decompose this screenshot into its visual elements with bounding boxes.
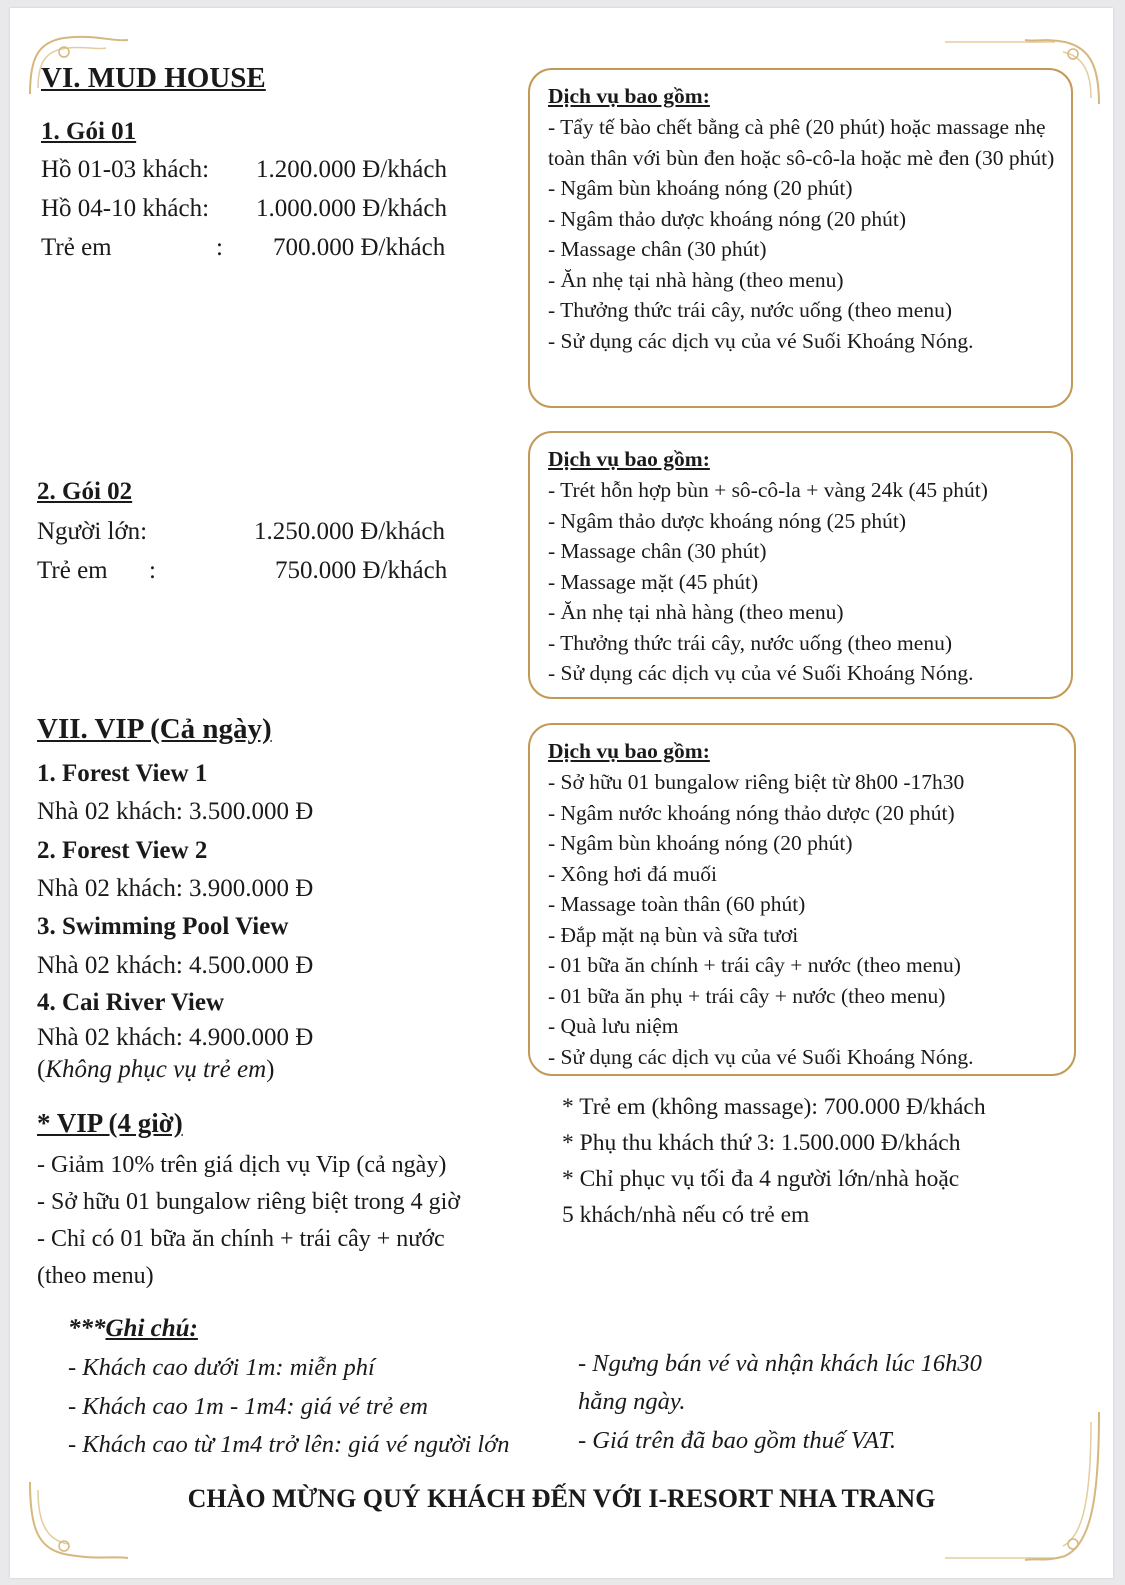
price-value: 700.000 Đ/khách xyxy=(273,234,446,261)
services-box-package-2 xyxy=(528,431,1073,699)
services-heading: Dịch vụ bao gồm: xyxy=(548,447,710,471)
price-label: Hồ 01-03 khách: xyxy=(41,156,210,183)
service-item: - Sở hữu 01 bungalow riêng biệt từ 8h00 -17h30 xyxy=(548,770,965,794)
service-item: - Quà lưu niệm xyxy=(548,1014,679,1038)
service-item: - Massage mặt (45 phút) xyxy=(548,569,759,594)
extra-note: * Chỉ phục vụ tối đa 4 người lớn/nhà hoặc xyxy=(562,1166,960,1192)
service-item: - Trét hỗn hợp bùn + sô-cô-la + vàng 24k (45 phút) xyxy=(548,478,988,502)
extra-note: 5 khách/nhà nếu có trẻ em xyxy=(562,1202,810,1228)
price-label: Người lớn: xyxy=(37,518,148,545)
extra-note: * Trẻ em (không massage): 700.000 Đ/khách xyxy=(562,1094,986,1120)
section-title-mud-house: VI. MUD HOUSE xyxy=(41,62,266,94)
view-title: 2. Forest View 2 xyxy=(37,837,208,864)
services-heading: Dịch vụ bao gồm: xyxy=(548,84,710,108)
service-item: - Thưởng thức trái cây, nước uống (theo menu) xyxy=(548,298,952,322)
menu-page xyxy=(10,8,1113,1578)
package-2-title: 2. Gói 02 xyxy=(37,478,133,505)
service-item: - Đắp mặt nạ bùn và sữa tươi xyxy=(548,922,799,947)
note-item: - Khách cao từ 1m4 trở lên: giá vé người lớn xyxy=(68,1431,510,1458)
view-title: 1. Forest View 1 xyxy=(37,760,208,787)
package-1-title: 1. Gói 01 xyxy=(41,118,137,145)
notes-title-text: Ghi chú: xyxy=(105,1315,198,1342)
price-separator: : xyxy=(216,234,223,261)
service-item: - Ngâm bùn khoáng nóng (20 phút) xyxy=(548,176,853,200)
service-item: - Massage chân (30 phút) xyxy=(548,539,767,563)
notes-title xyxy=(68,1315,198,1343)
view-title: 3. Swimming Pool View xyxy=(37,913,289,940)
no-children-note xyxy=(37,1056,274,1084)
vip-4h-item: - Sở hữu 01 bungalow riêng biệt trong 4 giờ xyxy=(37,1189,461,1215)
service-item: - Ngâm thảo dược khoáng nóng (25 phút) xyxy=(548,508,906,533)
price-value: 1.000.000 Đ/khách xyxy=(256,195,447,222)
service-item: - Massage toàn thân (60 phút) xyxy=(548,892,806,916)
view-price: Nhà 02 khách: 3.500.000 Đ xyxy=(37,798,314,825)
price-value: 750.000 Đ/khách xyxy=(275,557,448,584)
vip-4h-title: * VIP (4 giờ) xyxy=(37,1108,183,1138)
service-item: - Thưởng thức trái cây, nước uống (theo menu) xyxy=(548,630,952,655)
service-item: - Sử dụng các dịch vụ của vé Suối Khoáng Nóng. xyxy=(548,328,974,353)
price-separator: : xyxy=(149,557,156,584)
view-price: Nhà 02 khách: 4.500.000 Đ xyxy=(37,952,314,979)
service-item: - Massage chân (30 phút) xyxy=(548,237,767,261)
service-item: - Ngâm nước khoáng nóng thảo dược (20 phút) xyxy=(548,800,955,825)
vip-4h-item: - Giảm 10% trên giá dịch vụ Vip (cả ngày) xyxy=(37,1152,447,1178)
note-item: hằng ngày. xyxy=(578,1388,686,1415)
service-item: - Ngâm thảo dược khoáng nóng (20 phút) xyxy=(548,206,906,231)
view-title: 4. Cai River View xyxy=(37,989,225,1016)
price-label: Hồ 04-10 khách: xyxy=(41,195,210,222)
vip-4h-item: - Chỉ có 01 bữa ăn chính + trái cây + nước xyxy=(37,1226,445,1252)
services-box-package-1 xyxy=(528,68,1073,408)
service-item: - Sử dụng các dịch vụ của vé Suối Khoáng Nóng. xyxy=(548,661,974,685)
service-item: - Ngâm bùn khoáng nóng (20 phút) xyxy=(548,831,853,855)
price-label: Trẻ em xyxy=(37,557,108,584)
note-item: - Khách cao 1m - 1m4: giá vé trẻ em xyxy=(68,1393,428,1420)
paren-close: ) xyxy=(266,1056,275,1083)
paren-open: ( xyxy=(37,1056,46,1083)
price-value: 1.200.000 Đ/khách xyxy=(256,156,447,183)
extra-note: * Phụ thu khách thứ 3: 1.500.000 Đ/khách xyxy=(562,1130,961,1156)
view-price: Nhà 02 khách: 3.900.000 Đ xyxy=(37,875,314,902)
service-item: - Ăn nhẹ tại nhà hàng (theo menu) xyxy=(548,600,844,624)
service-item: - Tẩy tế bào chết bằng cà phê (20 phút) hoặc massage nhẹ toàn thân với bùn đen hoặc sô-cô-la hoặc mè đen (30 phút) xyxy=(548,115,1055,170)
note-item: - Khách cao dưới 1m: miễn phí xyxy=(68,1354,375,1381)
service-item: - Xông hơi đá muối xyxy=(548,861,718,886)
services-heading: Dịch vụ bao gồm: xyxy=(548,739,710,763)
vip-4h-item: (theo menu) xyxy=(37,1263,154,1289)
no-children-text: Không phục vụ trẻ em xyxy=(45,1056,267,1083)
note-item: - Giá trên đã bao gồm thuế VAT. xyxy=(578,1427,897,1454)
service-item: - Ăn nhẹ tại nhà hàng (theo menu) xyxy=(548,267,844,292)
welcome-footer: CHÀO MỪNG QUÝ KHÁCH ĐẾN VỚI I-RESORT NHA TRANG xyxy=(187,1484,936,1513)
notes-stars: *** xyxy=(68,1315,106,1342)
service-item: - 01 bữa ăn chính + trái cây + nước (theo menu) xyxy=(548,953,961,977)
service-item: - Sử dụng các dịch vụ của vé Suối Khoáng Nóng. xyxy=(548,1044,974,1069)
view-price: Nhà 02 khách: 4.900.000 Đ xyxy=(37,1024,314,1051)
section-title-vip: VII. VIP (Cả ngày) xyxy=(37,713,272,745)
price-label: Trẻ em xyxy=(41,234,112,261)
price-value: 1.250.000 Đ/khách xyxy=(254,518,445,545)
service-item: - 01 bữa ăn phụ + trái cây + nước (theo menu) xyxy=(548,983,946,1008)
services-box-vip xyxy=(528,723,1076,1076)
note-item: - Ngưng bán vé và nhận khách lúc 16h30 xyxy=(578,1350,982,1377)
